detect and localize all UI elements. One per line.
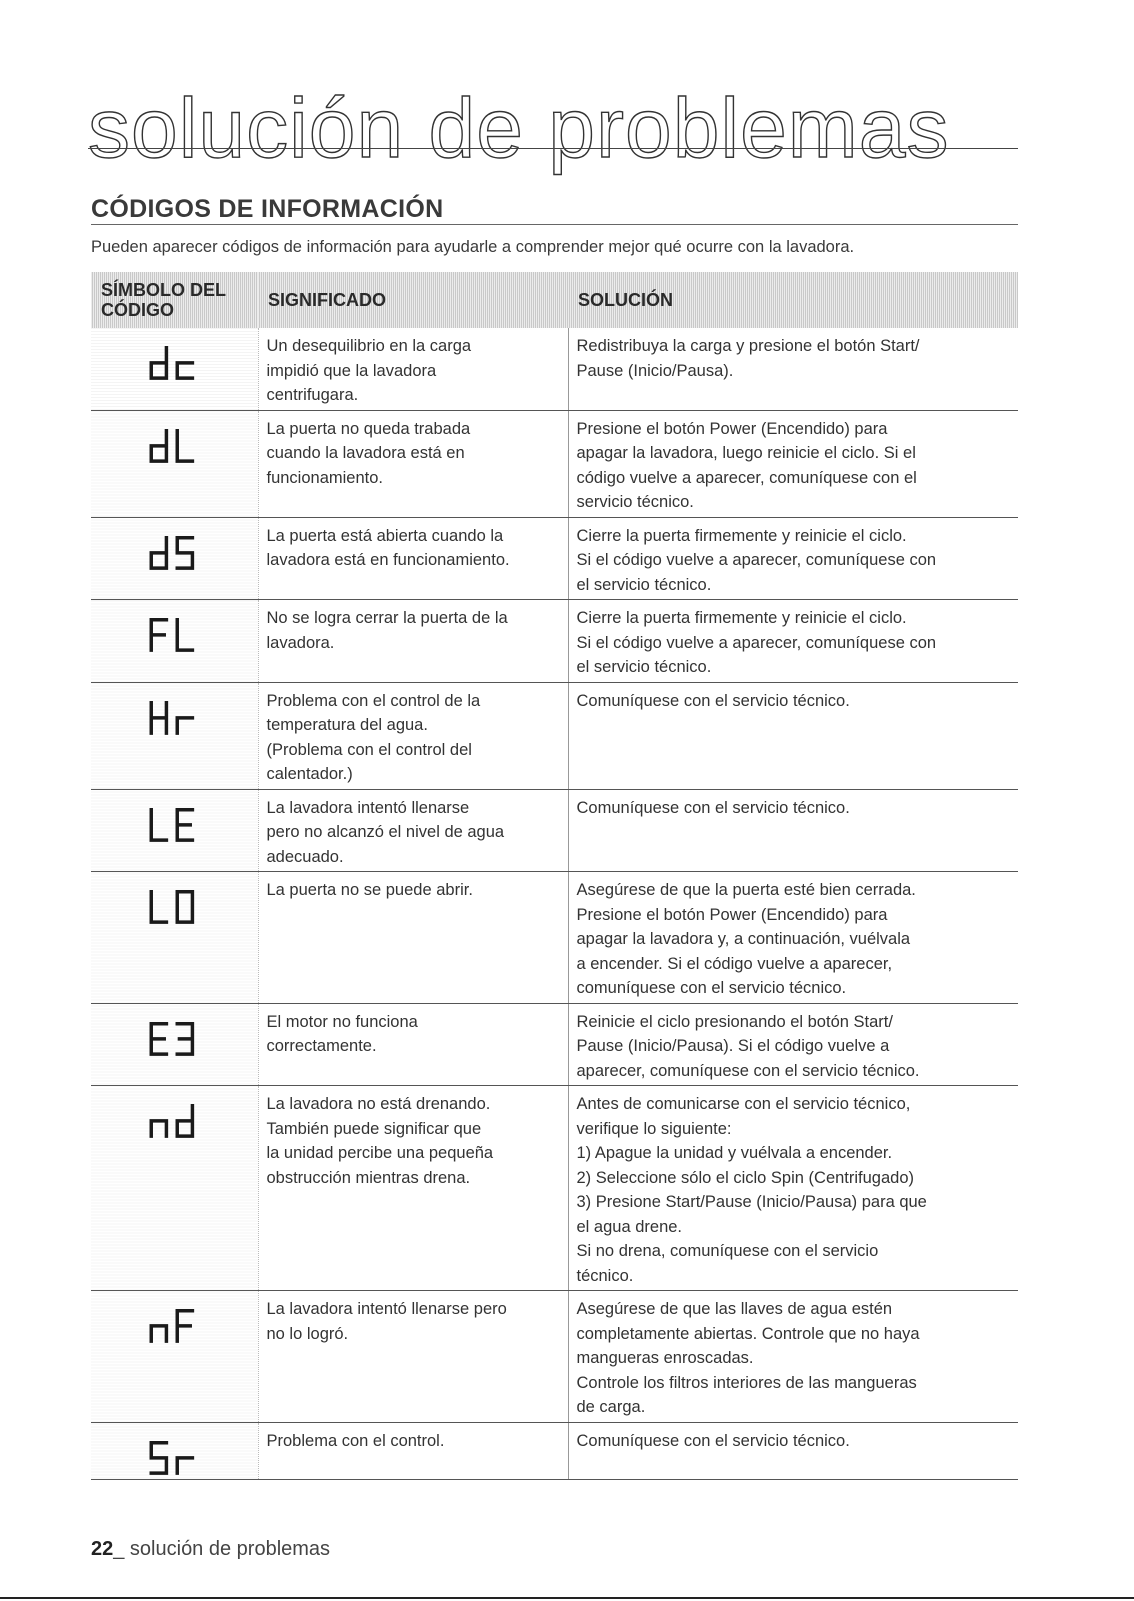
meaning-text-line: No se logra cerrar la puerta de la [266, 609, 508, 627]
code-symbol-cell [91, 1086, 258, 1291]
meaning-text-line: También puede significar que [266, 1119, 482, 1138]
solution-text-line: Presione el botón Power (Encendido) para [576, 905, 888, 924]
lcd-glyph [178, 809, 193, 839]
solution-text-line: Cierre la puerta firmemente y reinicie el ciclo. [576, 609, 907, 627]
meaning-text-line: La puerta no queda trabada [266, 419, 471, 438]
meaning-text-line: funcionamiento. [266, 468, 383, 487]
meaning-text-line: calentador.) [266, 765, 353, 783]
solution-text-line: Controle los filtros interiores de las mangueras [576, 1373, 917, 1392]
solution-cell [568, 1291, 1018, 1423]
section-rule [91, 224, 1018, 225]
solution-text-line: comuníquese con el servicio técnico. [576, 979, 847, 997]
header-symbol-line: SÍMBOLO DEL [101, 280, 226, 300]
solution-text-line: el servicio técnico. [576, 658, 712, 676]
solution-cell [568, 682, 1018, 789]
lcd-glyph [152, 1326, 167, 1341]
lcd-glyph [152, 430, 167, 460]
table-row [91, 410, 1018, 517]
code-nF-display [148, 1307, 200, 1347]
solution-text-line: Asegúrese de que las llaves de agua estén [576, 1300, 893, 1318]
meaning-text-line: Un desequilibrio en la carga [266, 337, 472, 355]
code-dL-display [148, 427, 200, 467]
solution-cell [568, 328, 1018, 410]
code-symbol-cell [91, 682, 258, 789]
table-row [91, 1086, 1018, 1291]
meaning-text-line: no lo logró. [266, 1324, 349, 1343]
lcd-glyph [152, 702, 167, 732]
meaning-cell [258, 517, 568, 600]
table-row [91, 1422, 1018, 1479]
lcd-glyph [152, 892, 167, 922]
solution-cell [568, 1086, 1018, 1291]
code-symbol-cell [91, 328, 258, 410]
lcd-glyph [178, 1023, 193, 1053]
lcd-glyph [178, 892, 193, 922]
lcd-glyph [178, 1457, 193, 1472]
solution-text-line: verifique lo siguiente: [576, 1119, 732, 1138]
solution-cell [568, 517, 1018, 600]
solution-cell [568, 872, 1018, 1004]
solution-text-line: Antes de comunicarse con el servicio técnico, [576, 1095, 911, 1113]
table-row [91, 328, 1018, 410]
code-dS-display [148, 534, 200, 574]
solution-text-line: Redistribuya la carga y presione el botón Start/ [576, 337, 920, 355]
meaning-cell [258, 1086, 568, 1291]
meaning-text-line: (Problema con el control del [266, 740, 472, 759]
code-nd-display [148, 1102, 200, 1142]
meaning-text-line: La lavadora intentó llenarse [266, 798, 470, 817]
meaning-text-line: adecuado. [266, 847, 344, 866]
meaning-cell [258, 789, 568, 872]
header-solution: SOLUCIÓN [568, 272, 1018, 328]
lcd-glyph [152, 620, 167, 650]
code-symbol-cell [91, 789, 258, 872]
solution-text-line: Pause (Inicio/Pausa). Si el código vuelve a [576, 1037, 890, 1055]
information-codes-table [91, 272, 1018, 1480]
table-row [91, 600, 1018, 683]
code-symbol-cell [91, 600, 258, 683]
meaning-text-line: lavadora. [266, 633, 335, 652]
solution-text-line: Comuníquese con el servicio técnico. [576, 691, 850, 710]
meaning-text-line: Problema con el control. [266, 1431, 445, 1450]
intro-text: Pueden aparecer códigos de información para ayudarle a comprender mejor qué ocurre con la lavadora. [91, 238, 855, 256]
code-symbol-cell [91, 410, 258, 517]
solution-text-line: completamente abiertas. Controle que no haya [576, 1324, 920, 1343]
meaning-text-line: centrifugara. [266, 386, 359, 404]
solution-text-line: mangueras enroscadas. [576, 1349, 754, 1367]
meaning-text-line: impidió que la lavadora [266, 361, 437, 380]
code-symbol-cell [91, 872, 258, 1004]
solution-text-line: Reinicie el ciclo presionando el botón Start/ [576, 1012, 893, 1031]
code-symbol-cell [91, 1422, 258, 1479]
lcd-glyph [178, 620, 193, 650]
solution-text-line: Si el código vuelve a aparecer, comuníquese con [576, 551, 937, 569]
table-row [91, 872, 1018, 1004]
meaning-text-line: cuando la lavadora está en [266, 444, 465, 462]
page-number: 22 [91, 1538, 114, 1560]
solution-text-line: Presione el botón Power (Encendido) para [576, 419, 888, 438]
header-symbol [91, 272, 258, 328]
code-Hr-display [148, 699, 200, 739]
lcd-glyph [152, 1023, 167, 1053]
solution-text-line: Comuníquese con el servicio técnico. [576, 1431, 850, 1450]
lcd-glyph [178, 430, 193, 460]
solution-text-line: Si no drena, comuníquese con el servicio [576, 1242, 879, 1260]
meaning-cell [258, 872, 568, 1004]
meaning-text-line: pero no alcanzó el nivel de agua [266, 823, 505, 841]
solution-text-line: Comuníquese con el servicio técnico. [576, 798, 850, 817]
solution-text-line: apagar la lavadora, luego reinicie el ciclo. Si el [576, 444, 916, 462]
solution-text-line: aparecer, comuníquese con el servicio técnico. [576, 1061, 920, 1080]
lcd-glyph [152, 537, 167, 567]
table-row [91, 517, 1018, 600]
solution-text-line: 3) Presione Start/Pause (Inicio/Pausa) para que [576, 1193, 927, 1211]
lcd-glyph [178, 537, 193, 567]
lcd-glyph [178, 717, 193, 732]
header-meaning: SIGNIFICADO [258, 272, 568, 328]
lcd-glyph [178, 1311, 193, 1341]
code-symbol-cell [91, 1003, 258, 1086]
lcd-glyph [152, 809, 167, 839]
table-row [91, 789, 1018, 872]
solution-cell [568, 1003, 1018, 1086]
code-symbol-cell [91, 1291, 258, 1423]
header-symbol-line: CÓDIGO [101, 300, 175, 320]
meaning-text-line: La lavadora no está drenando. [266, 1095, 491, 1113]
table-row [91, 682, 1018, 789]
meaning-text-line: obstrucción mientras drena. [266, 1168, 471, 1187]
code-E3-display [148, 1020, 200, 1060]
solution-cell [568, 1422, 1018, 1479]
solution-cell [568, 600, 1018, 683]
bottom-rule [0, 1597, 1134, 1599]
solution-text-line: técnico. [576, 1266, 634, 1285]
solution-text-line: 1) Apague la unidad y vuélvala a encender. [576, 1144, 893, 1162]
table-header-row [91, 272, 1018, 328]
code-LO-display [148, 888, 200, 928]
solution-text-line: Asegúrese de que la puerta esté bien cerrada. [576, 881, 916, 899]
meaning-text-line: correctamente. [266, 1037, 377, 1055]
lcd-glyph [152, 348, 167, 378]
code-dc-display [148, 344, 200, 384]
meaning-cell [258, 410, 568, 517]
solution-text-line: servicio técnico. [576, 493, 694, 511]
meaning-text-line: temperatura del agua. [266, 716, 428, 734]
meaning-cell [258, 600, 568, 683]
lcd-glyph [178, 1106, 193, 1136]
page-footer [91, 1538, 330, 1561]
footer-label: _ solución de problemas [113, 1538, 331, 1560]
solution-text-line: a encender. Si el código vuelve a aparecer, [576, 954, 893, 973]
meaning-cell [258, 682, 568, 789]
meaning-text-line: La puerta no se puede abrir. [266, 881, 473, 899]
solution-cell [568, 410, 1018, 517]
meaning-text-line: Problema con el control de la [266, 691, 481, 710]
meaning-cell [258, 1291, 568, 1423]
lcd-glyph [152, 1121, 167, 1136]
solution-text-line: Si el código vuelve a aparecer, comuníquese con [576, 633, 937, 652]
code-symbol-cell [91, 517, 258, 600]
page-title: solución de problemas [88, 81, 950, 175]
meaning-cell [258, 1422, 568, 1479]
meaning-text-line: La lavadora intentó llenarse pero [266, 1300, 507, 1318]
meaning-text-line: lavadora está en funcionamiento. [266, 551, 510, 569]
solution-text-line: Cierre la puerta firmemente y reinicie el ciclo. [576, 526, 907, 545]
meaning-text-line: la unidad percibe una pequeña [266, 1144, 494, 1162]
solution-text-line: apagar la lavadora y, a continuación, vuélvala [576, 930, 911, 948]
meaning-text-line: El motor no funciona [266, 1012, 418, 1031]
solution-text-line: código vuelve a aparecer, comuníquese con el [576, 468, 917, 487]
meaning-cell [258, 1003, 568, 1086]
lcd-glyph [178, 363, 193, 378]
table-row [91, 1291, 1018, 1423]
lcd-glyph [152, 1442, 167, 1472]
table-row [91, 1003, 1018, 1086]
code-LE-display [148, 806, 200, 846]
solution-text-line: de carga. [576, 1398, 646, 1416]
meaning-text-line: La puerta está abierta cuando la [266, 526, 504, 545]
solution-text-line: 2) Seleccione sólo el ciclo Spin (Centrifugado) [576, 1168, 915, 1187]
title-rule [88, 148, 1018, 149]
solution-cell [568, 789, 1018, 872]
section-title: CÓDIGOS DE INFORMACIÓN [91, 195, 444, 223]
code-Sr-display [148, 1439, 200, 1479]
solution-text-line: el agua drene. [576, 1217, 683, 1236]
solution-text-line: el servicio técnico. [576, 575, 712, 594]
solution-text-line: Pause (Inicio/Pausa). [576, 361, 734, 380]
meaning-cell [258, 328, 568, 410]
code-FL-display [148, 616, 200, 656]
